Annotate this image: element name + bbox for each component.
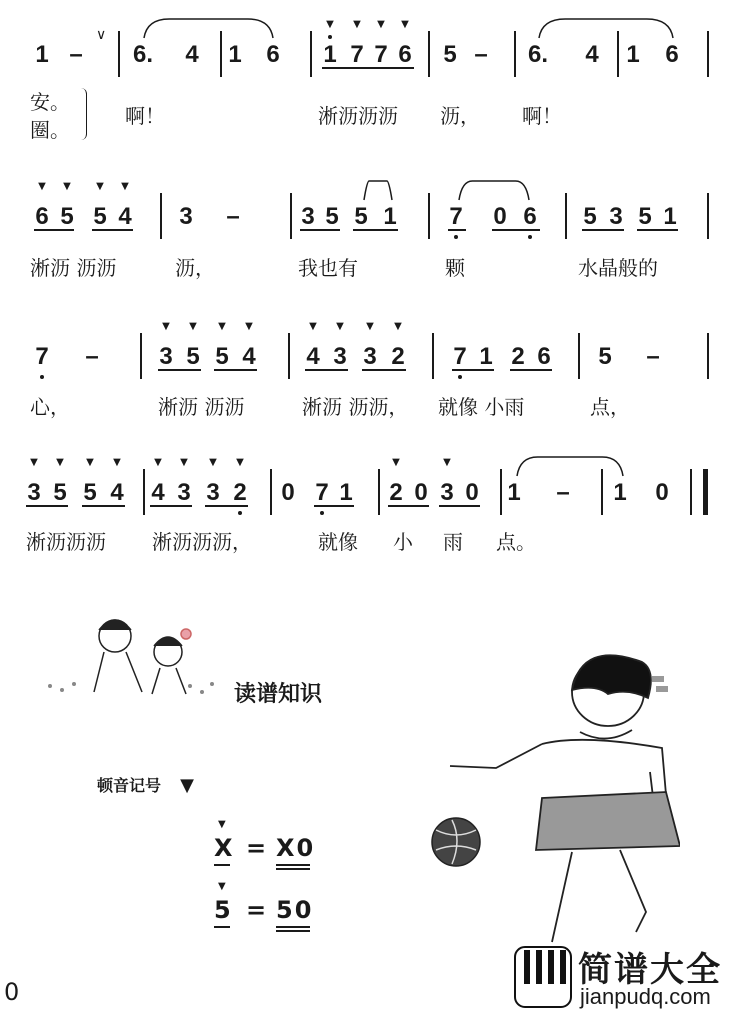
staccato-mark: ▼ xyxy=(309,321,317,332)
bar-line xyxy=(270,469,272,515)
lyric-text: 圈。 xyxy=(30,118,70,142)
bar-line xyxy=(514,31,516,77)
lyric-text: 淅沥沥沥， xyxy=(152,530,252,554)
bar-line xyxy=(578,333,580,379)
beam xyxy=(388,505,429,507)
note: 0 xyxy=(655,479,669,506)
note: 5 xyxy=(638,203,652,230)
beam xyxy=(214,369,257,371)
note: 2 xyxy=(233,479,247,506)
note: 1 xyxy=(507,479,521,506)
note: 7 xyxy=(449,203,463,230)
note: 1 xyxy=(613,479,627,506)
staccato-mark: ▼ xyxy=(218,321,226,332)
note: 7 xyxy=(315,479,329,506)
note: 0 xyxy=(414,479,428,506)
lyric-text: 淅沥沥沥 xyxy=(26,530,106,554)
octave-dot-below xyxy=(528,235,532,239)
slur xyxy=(143,17,274,39)
eq1-equals: = xyxy=(246,834,267,862)
note: 3 xyxy=(159,343,173,370)
eq2-left-underline xyxy=(214,926,230,928)
staccato-mark: ▼ xyxy=(38,181,46,192)
staccato-mark: ▼ xyxy=(56,457,64,468)
note: 5 xyxy=(53,479,67,506)
beam xyxy=(158,369,201,371)
beam xyxy=(82,505,125,507)
lyric-text: 我也有 xyxy=(298,256,358,280)
bar-line xyxy=(290,193,292,239)
bar-line xyxy=(160,193,162,239)
note: 2 xyxy=(391,343,405,370)
note: – xyxy=(69,41,83,68)
breath-mark: ∨ xyxy=(96,27,107,43)
note: 0 xyxy=(465,479,479,506)
eq1-right-underline-1 xyxy=(276,864,310,866)
note: – xyxy=(226,203,240,230)
staccato-mark: ▼ xyxy=(236,457,244,468)
staccato-equation-1 xyxy=(212,819,352,876)
note: 6 xyxy=(266,41,280,68)
bar-line xyxy=(143,469,145,515)
note: 2 xyxy=(389,479,403,506)
bar-line xyxy=(500,469,502,515)
beam xyxy=(314,505,354,507)
eq1-left-underline xyxy=(214,864,230,866)
note: 3 xyxy=(301,203,315,230)
beam xyxy=(305,369,348,371)
beam xyxy=(92,229,133,231)
page-number: 0 xyxy=(4,978,20,1006)
lyric-text: 就像 xyxy=(318,530,358,554)
final-bar-line xyxy=(703,469,708,515)
beam xyxy=(452,369,494,371)
note: 6 xyxy=(35,203,49,230)
octave-dot-below xyxy=(40,375,44,379)
note: 7 xyxy=(350,41,364,68)
lyric-text: 雨 xyxy=(443,530,463,554)
staccato-mark: ▼ xyxy=(121,181,129,192)
lesson-title: 读谱知识 xyxy=(234,682,323,707)
staccato-mark: ▼ xyxy=(377,19,385,30)
lyric-text: 淅沥 沥沥 xyxy=(30,256,117,280)
eq2-right-underline-2 xyxy=(276,930,310,932)
note: 4 xyxy=(118,203,132,230)
lyric-text: 沥， xyxy=(440,104,480,128)
staccato-mark: ▼ xyxy=(180,457,188,468)
lyric-text: 心， xyxy=(30,395,70,419)
note: 3 xyxy=(206,479,220,506)
eq1-right: X0 xyxy=(276,834,316,862)
children-illustration xyxy=(40,606,220,706)
watermark xyxy=(512,940,736,1012)
slur xyxy=(458,179,530,201)
beam xyxy=(448,229,466,231)
bar-line xyxy=(565,193,567,239)
lyric-text: 水晶般的 xyxy=(578,256,658,280)
lyric-text: 点。 xyxy=(496,530,536,554)
note: 6 xyxy=(665,41,679,68)
note: 1 xyxy=(339,479,353,506)
note: 6 xyxy=(523,203,537,230)
slur xyxy=(538,17,674,39)
note: 5 xyxy=(93,203,107,230)
beam xyxy=(637,229,678,231)
bar-line xyxy=(707,31,709,77)
note: 5 xyxy=(598,343,612,370)
slur xyxy=(516,455,624,477)
bar-line xyxy=(378,469,380,515)
octave-dot-below xyxy=(238,511,242,515)
beam xyxy=(34,229,74,231)
lyric-text: 啊！ xyxy=(125,104,165,128)
staccato-mark: ▼ xyxy=(189,321,197,332)
lyric-text: 淅沥沥沥 xyxy=(318,104,398,128)
note: 5 xyxy=(83,479,97,506)
note: 3 xyxy=(177,479,191,506)
staccato-mark: ▼ xyxy=(209,457,217,468)
note: 6 xyxy=(537,343,551,370)
lyric-brace xyxy=(80,88,87,140)
beam xyxy=(150,505,192,507)
beam xyxy=(26,505,68,507)
staccato-tick: ▼ xyxy=(218,819,226,830)
bar-line xyxy=(140,333,142,379)
staccato-mark: ▼ xyxy=(154,457,162,468)
note: – xyxy=(474,41,488,68)
note: 4 xyxy=(185,41,199,68)
note: 5 xyxy=(215,343,229,370)
staccato-mark: ▼ xyxy=(326,19,334,30)
octave-dot-above xyxy=(328,35,332,39)
eq2-equals: = xyxy=(246,896,267,924)
note: 6. xyxy=(133,41,154,68)
staccato-equation-2 xyxy=(212,881,352,938)
lyric-text: 啊！ xyxy=(522,104,562,128)
beam xyxy=(205,505,248,507)
beam xyxy=(353,229,398,231)
piano-keys-logo xyxy=(514,946,572,1008)
staccato-mark: ▼ xyxy=(401,19,409,30)
staccato-mark: ▼ xyxy=(63,181,71,192)
staccato-mark: ▼ xyxy=(86,457,94,468)
staccato-mark: ▼ xyxy=(96,181,104,192)
note: – xyxy=(85,343,99,370)
eq2-right-underline-1 xyxy=(276,926,310,928)
staccato-mark: ▼ xyxy=(30,457,38,468)
note: 5 xyxy=(60,203,74,230)
note: 1 xyxy=(663,203,677,230)
staccato-symbol: ▼ xyxy=(180,775,194,796)
bar-line xyxy=(428,193,430,239)
note: 3 xyxy=(363,343,377,370)
note: 4 xyxy=(585,41,599,68)
beam xyxy=(439,505,480,507)
beam xyxy=(510,369,552,371)
note: 1 xyxy=(228,41,242,68)
note: 5 xyxy=(186,343,200,370)
octave-dot-below xyxy=(320,511,324,515)
note: – xyxy=(646,343,660,370)
note: 7 xyxy=(453,343,467,370)
note: 3 xyxy=(179,203,193,230)
bar-line xyxy=(310,31,312,77)
note: 3 xyxy=(27,479,41,506)
eq2-right: 50 xyxy=(276,896,314,924)
bar-line xyxy=(690,469,692,515)
note: 1 xyxy=(35,41,49,68)
bar-line xyxy=(288,333,290,379)
note: 2 xyxy=(511,343,525,370)
watermark-url: jianpudq.com xyxy=(580,984,711,1009)
eq1-left: X xyxy=(214,834,233,862)
staccato-mark: ▼ xyxy=(353,19,361,30)
staccato-mark: ▼ xyxy=(443,457,451,468)
bar-line xyxy=(118,31,120,77)
lyric-text: 淅沥 沥沥 xyxy=(158,395,245,419)
note: 7 xyxy=(374,41,388,68)
staccato-mark: ▼ xyxy=(162,321,170,332)
note: 5 xyxy=(325,203,339,230)
note: 3 xyxy=(333,343,347,370)
girl-with-ball-illustration xyxy=(430,650,680,950)
beam xyxy=(582,229,624,231)
staccato-mark: ▼ xyxy=(366,321,374,332)
note: 5 xyxy=(583,203,597,230)
lyric-text: 淅沥 沥沥， xyxy=(302,395,409,419)
beam xyxy=(300,229,340,231)
note: 0 xyxy=(493,203,507,230)
octave-dot-below xyxy=(458,375,462,379)
octave-dot-below xyxy=(454,235,458,239)
lyric-text: 就像 小雨 xyxy=(438,395,525,419)
note: 1 xyxy=(323,41,337,68)
eq2-left: 5 xyxy=(214,896,231,924)
staccato-label-row xyxy=(97,773,194,796)
beam xyxy=(362,369,406,371)
bar-line xyxy=(432,333,434,379)
note: 1 xyxy=(479,343,493,370)
eq1-right-underline-2 xyxy=(276,868,310,870)
staccato-mark: ▼ xyxy=(113,457,121,468)
bar-line xyxy=(428,31,430,77)
note: 6 xyxy=(398,41,412,68)
lyric-text: 安。 xyxy=(30,90,70,114)
beam xyxy=(322,67,414,69)
staccato-tick: ▼ xyxy=(218,881,226,892)
note: 5 xyxy=(354,203,368,230)
staccato-mark: ▼ xyxy=(245,321,253,332)
note: 0 xyxy=(281,479,295,506)
staccato-mark: ▼ xyxy=(394,321,402,332)
note: 5 xyxy=(443,41,457,68)
note: 4 xyxy=(306,343,320,370)
beam xyxy=(492,229,540,231)
staccato-mark: ▼ xyxy=(336,321,344,332)
note: 3 xyxy=(609,203,623,230)
lyric-text: 颗 xyxy=(445,256,465,280)
bar-line xyxy=(707,193,709,239)
slur xyxy=(363,179,393,201)
lyric-text: 点， xyxy=(590,395,630,419)
lyric-text: 小 xyxy=(393,530,413,554)
note: 4 xyxy=(110,479,124,506)
watermark-cn: 简谱大全 xyxy=(578,950,722,990)
note: – xyxy=(556,479,570,506)
bar-line xyxy=(707,333,709,379)
staccato-mark: ▼ xyxy=(392,457,400,468)
note: 3 xyxy=(440,479,454,506)
note: 6. xyxy=(528,41,549,68)
note: 1 xyxy=(383,203,397,230)
note: 7 xyxy=(35,343,49,370)
lyric-text: 沥， xyxy=(175,256,215,280)
note: 1 xyxy=(626,41,640,68)
note: 4 xyxy=(242,343,256,370)
staccato-label: 顿音记号 xyxy=(97,776,162,795)
note: 4 xyxy=(151,479,165,506)
